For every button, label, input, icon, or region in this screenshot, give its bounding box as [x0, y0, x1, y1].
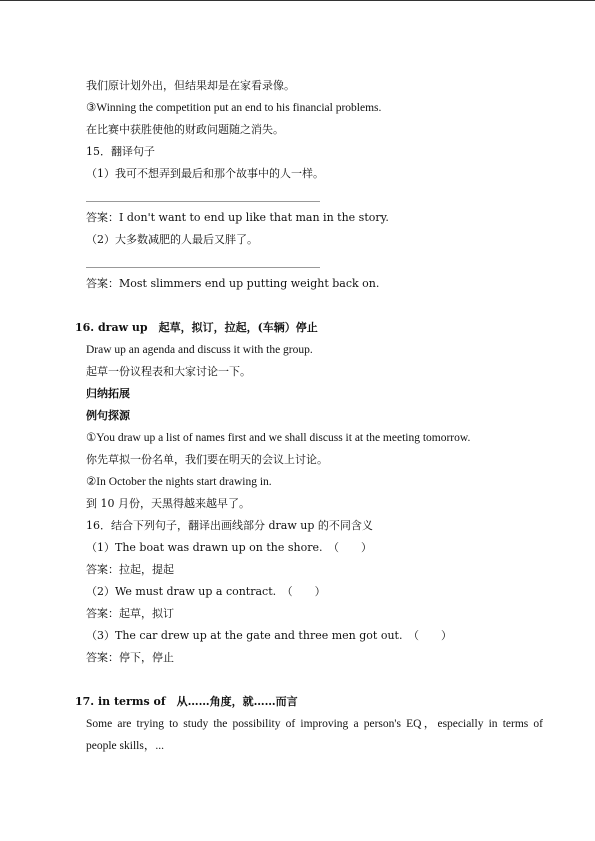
subheading: 归纳拓展 — [86, 387, 130, 400]
answer-blank-line — [86, 201, 320, 202]
example-sentence: Some are trying to study the possibility of improving a person's EQ，especially in terms of — [86, 718, 543, 730]
example-sentence: ③Winning the competition put an end to his financial problems. — [86, 102, 382, 114]
answer-blank-line — [86, 267, 320, 268]
question: （2）We must draw up a contract. （ ） — [86, 585, 326, 598]
subheading: 例句探源 — [86, 409, 130, 422]
question: （3）The car drew up at the gate and three men got out. （ ） — [86, 629, 452, 642]
example-sentence: ②In October the nights start drawing in. — [86, 476, 272, 488]
question: （1）我可不想弄到最后和那个故事中的人一样。 — [86, 167, 324, 180]
exercise-heading: 15．翻译句子 — [86, 145, 155, 158]
section-heading: 17. in terms of 从……角度，就……而言 — [75, 695, 298, 708]
question: （2）大多数减肥的人最后又胖了。 — [86, 233, 258, 246]
answer: 答案：起草，拟订 — [86, 607, 174, 620]
answer: 答案：I don't want to end up like that man in the story. — [86, 211, 389, 224]
question: （1）The boat was drawn up on the shore. （ ） — [86, 541, 372, 554]
answer: 答案：停下，停止 — [86, 651, 174, 664]
section-heading: 16. draw up 起草，拟订，拉起，(车辆）停止 — [75, 321, 318, 334]
answer: 答案：拉起，提起 — [86, 563, 174, 576]
text-line: 起草一份议程表和大家讨论一下。 — [86, 365, 251, 378]
answer: 答案：Most slimmers end up putting weight back on. — [86, 277, 380, 290]
text-line: 你先草拟一份名单，我们要在明天的会议上讨论。 — [86, 453, 328, 466]
text-line: 我们原计划外出，但结果却是在家看录像。 — [86, 79, 295, 92]
text-line: 到 10 月份，天黑得越来越早了。 — [86, 497, 250, 510]
example-sentence: ①You draw up a list of names first and we shall discuss it at the meeting tomorrow. — [86, 432, 471, 444]
example-sentence: Draw up an agenda and discuss it with the group. — [86, 344, 313, 356]
exercise-heading: 16．结合下列句子，翻译出画线部分 draw up 的不同含义 — [86, 519, 373, 532]
text-line: 在比赛中获胜使他的财政问题随之消失。 — [86, 123, 284, 136]
example-sentence: people skills，... — [86, 740, 164, 752]
page-top-rule — [0, 0, 595, 1]
